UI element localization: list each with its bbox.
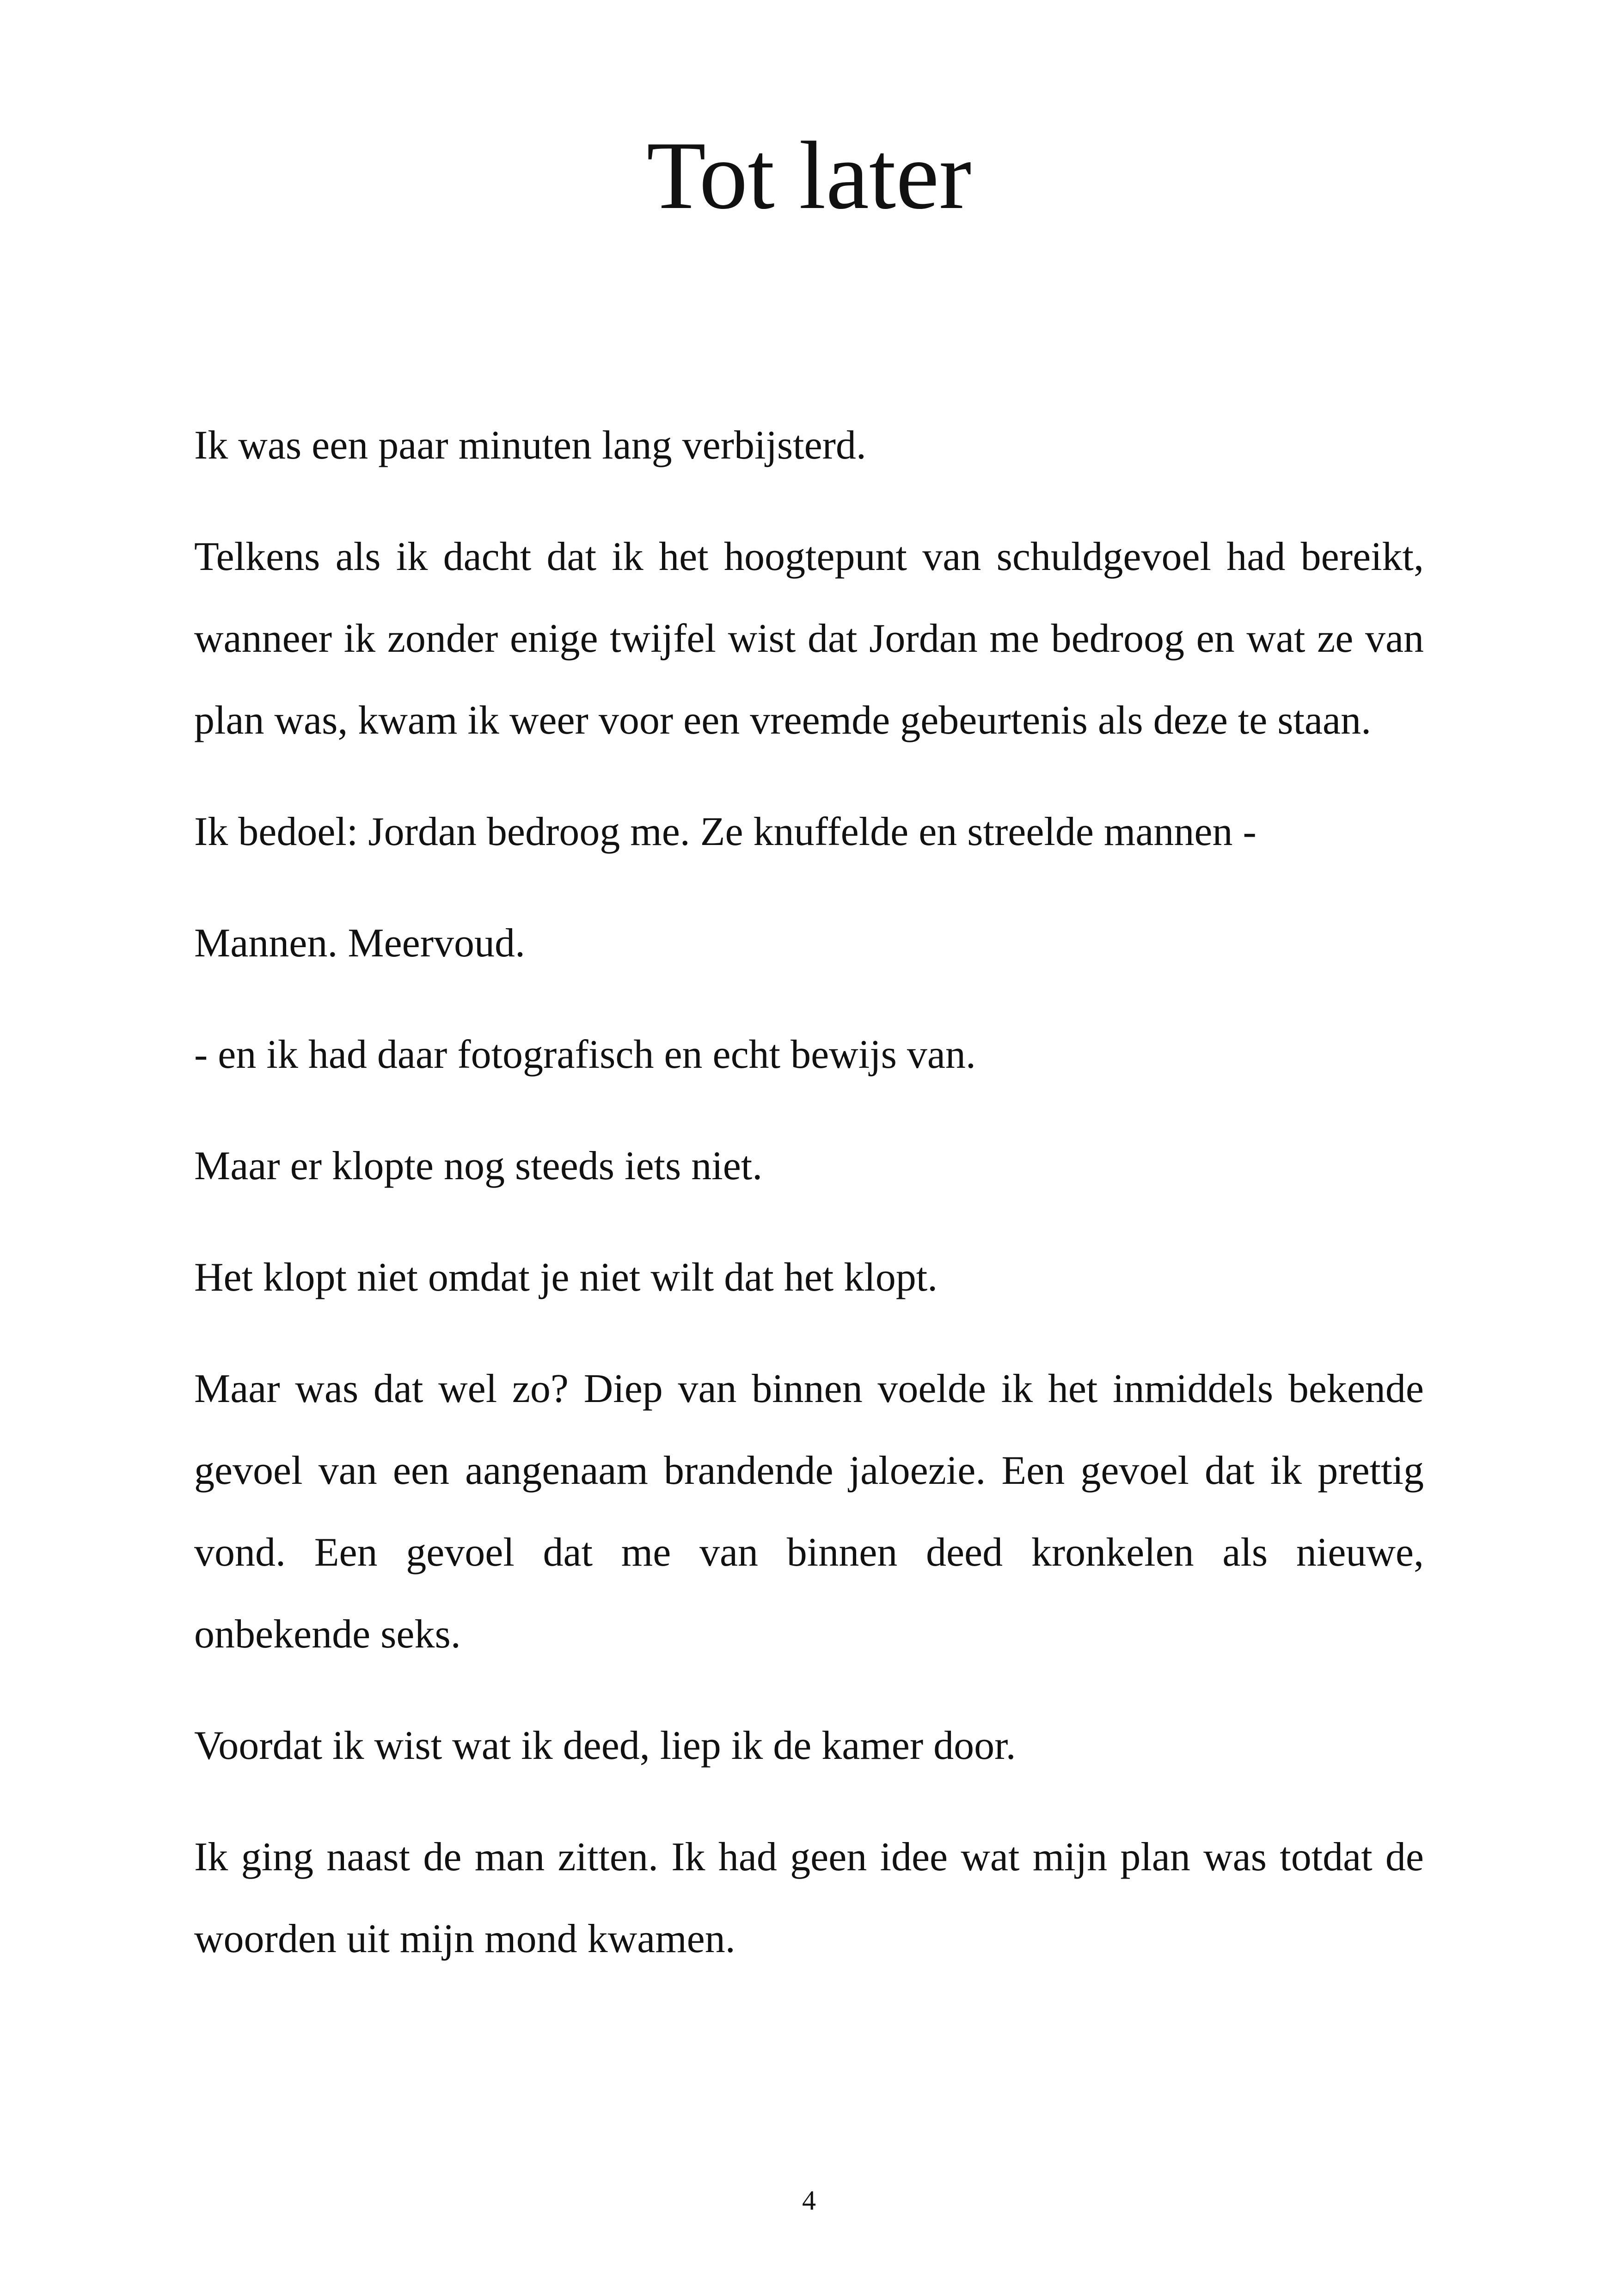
paragraph-8: Maar was dat wel zo? Diep van binnen voelde ik het inmiddels bekende gevoel van een aangenaam brandende jaloezie. Een gevoel dat ik prettig vond. Een gevoel dat me van binnen deed kronkelen als nieuwe, onbekende seks. [194, 1366, 1424, 1657]
paragraph-6: Maar er klopte nog steeds iets niet. [194, 1144, 763, 1188]
paragraph-4: Mannen. Meervoud. [194, 921, 526, 966]
chapter-title: Tot later [646, 122, 972, 229]
paragraph-2: Telkens als ik dacht dat ik het hoogtepunt van schuldgevoel had bereikt, wanneer ik zonder enige twijfel wist dat Jordan me bedroog en wat ze van plan was, kwam ik weer voor een vreemde gebeurtenis als deze te staan. [194, 534, 1424, 743]
paragraph-3: Ik bedoel: Jordan bedroog me. Ze knuffelde en streelde mannen - [194, 809, 1256, 854]
paragraph-10: Ik ging naast de man zitten. Ik had geen idee wat mijn plan was totdat de woorden uit mijn mond kwamen. [194, 1835, 1424, 1961]
body-text [194, 404, 1424, 2009]
paragraph-7: Het klopt niet omdat je niet wilt dat het klopt. [194, 1255, 938, 1300]
paragraph-5: - en ik had daar fotografisch en echt bewijs van. [194, 1032, 976, 1077]
paragraph-1: Ik was een paar minuten lang verbijsterd. [194, 423, 866, 468]
paragraph-9: Voordat ik wist wat ik deed, liep ik de kamer door. [194, 1723, 1016, 1768]
page-number: 4 [802, 2185, 816, 2216]
